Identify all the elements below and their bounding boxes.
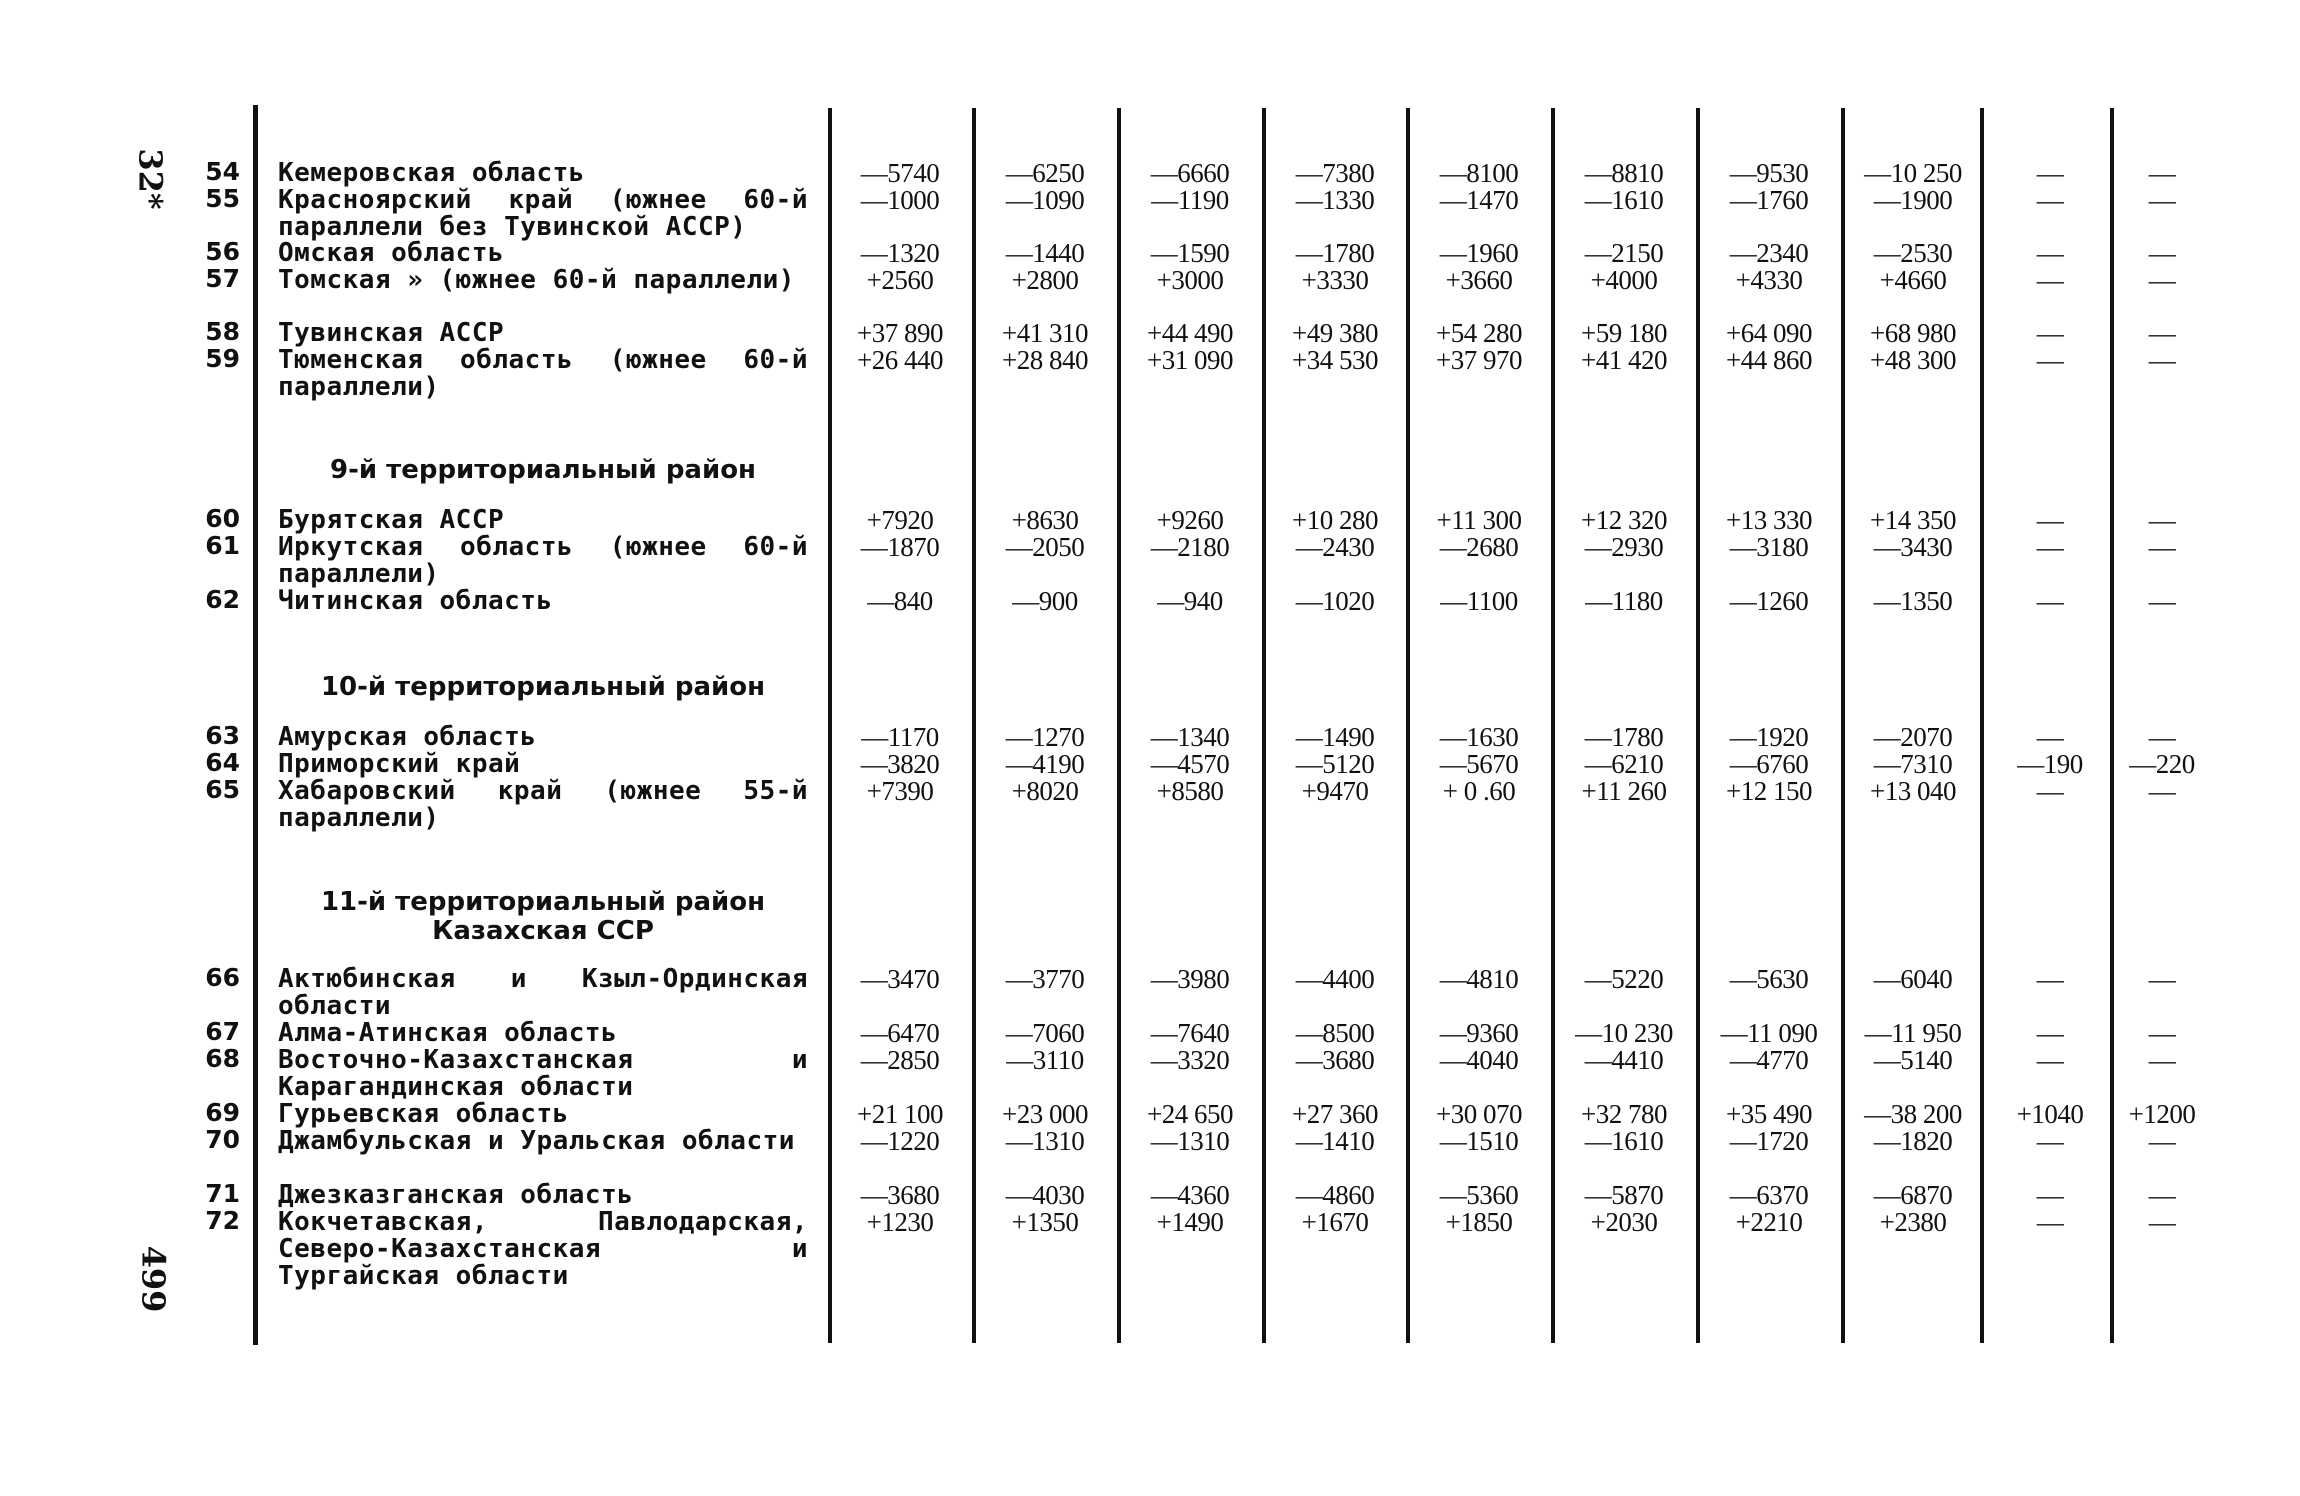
table-cell: —5630: [1729, 964, 1809, 994]
table-cell: —1090: [1005, 185, 1085, 215]
table-cell: —3430: [1873, 532, 1953, 562]
row-number: 54: [205, 157, 240, 186]
table-cell: —7640: [1150, 1018, 1230, 1048]
table-rule: [253, 105, 258, 1345]
table-cell: —8100: [1439, 158, 1519, 188]
row-number: 66: [205, 963, 240, 992]
table-cell: —5360: [1439, 1180, 1519, 1210]
table-cell: —: [2036, 1045, 2064, 1075]
table-cell: —1780: [1295, 238, 1375, 268]
table-cell: +49 380: [1292, 318, 1378, 348]
table-cell: +7920: [866, 505, 934, 535]
region-name: Иркутская область (южнее 60-й параллели): [278, 532, 808, 589]
table-cell: +8630: [1011, 505, 1079, 535]
table-cell: —1920: [1729, 722, 1809, 752]
table-cell: —1170: [861, 722, 939, 752]
table-cell: —3110: [1006, 1045, 1084, 1075]
table-cell: —1220: [860, 1126, 940, 1156]
table-cell: —1630: [1439, 722, 1519, 752]
table-cell: +1490: [1156, 1207, 1224, 1237]
table-cell: +44 490: [1147, 318, 1233, 348]
table-cell: +21 100: [857, 1099, 943, 1129]
table-cell: —3180: [1729, 532, 1809, 562]
section-heading: 9-й территориальный район: [329, 455, 757, 485]
region-name: Бурятская АССР: [278, 505, 505, 535]
table-cell: —: [2036, 345, 2064, 375]
row-number: 63: [205, 721, 240, 750]
table-cell: +41 310: [1002, 318, 1088, 348]
table-cell: +13 330: [1726, 505, 1812, 535]
row-number: 69: [205, 1098, 240, 1127]
table-cell: —7060: [1005, 1018, 1085, 1048]
table-cell: +2030: [1590, 1207, 1658, 1237]
table-cell: —1310: [1005, 1126, 1085, 1156]
table-cell: —: [2148, 238, 2176, 268]
row-number: 71: [205, 1179, 240, 1208]
region-name: Тюменская область (южнее 60-й параллели): [278, 345, 808, 402]
table-cell: —6370: [1729, 1180, 1809, 1210]
table-cell: —: [2148, 1180, 2176, 1210]
table-cell: —1410: [1295, 1126, 1375, 1156]
table-cell: —6040: [1873, 964, 1953, 994]
table-cell: —840: [867, 586, 933, 616]
table-cell: +12 320: [1581, 505, 1667, 535]
table-cell: —: [2148, 1207, 2176, 1237]
table-cell: +68 980: [1870, 318, 1956, 348]
table-cell: +4330: [1735, 265, 1803, 295]
region-name: Кемеровская область: [278, 158, 585, 188]
table-cell: —1020: [1295, 586, 1375, 616]
row-number: 67: [205, 1017, 240, 1046]
table-cell: —: [2148, 345, 2176, 375]
table-cell: —: [2036, 185, 2064, 215]
region-name: Омская область: [278, 238, 505, 268]
table-cell: —6470: [860, 1018, 940, 1048]
table-cell: —1590: [1150, 238, 1230, 268]
table-cell: —1440: [1005, 238, 1085, 268]
table-cell: +2800: [1011, 265, 1079, 295]
table-cell: —2180: [1150, 532, 1230, 562]
table-cell: —1490: [1295, 722, 1375, 752]
table-cell: —8500: [1295, 1018, 1375, 1048]
region-name: Восточно-Казахстанская и Карагандинская области: [278, 1045, 808, 1102]
table-cell: —: [2148, 532, 2176, 562]
table-cell: —1960: [1439, 238, 1519, 268]
table-cell: +12 150: [1726, 776, 1812, 806]
table-cell: —: [2148, 1018, 2176, 1048]
table-cell: +1350: [1011, 1207, 1079, 1237]
table-cell: —4770: [1729, 1045, 1809, 1075]
table-cell: —2340: [1729, 238, 1809, 268]
table-cell: —1350: [1873, 586, 1953, 616]
region-name: Джезказганская область: [278, 1180, 634, 1210]
table-cell: —9360: [1439, 1018, 1519, 1048]
region-name: Джамбульская и Уральская области: [278, 1126, 795, 1156]
region-name: Амурская область: [278, 722, 537, 752]
table-cell: —: [2148, 505, 2176, 535]
table-cell: —190: [2017, 749, 2083, 779]
row-number: 72: [205, 1206, 240, 1235]
table-cell: —: [2148, 964, 2176, 994]
table-cell: +11 260: [1581, 776, 1667, 806]
table-cell: —4190: [1005, 749, 1085, 779]
table-rule: [1551, 108, 1555, 1343]
table-cell: +37 890: [857, 318, 943, 348]
table-cell: + 0 .60: [1442, 776, 1516, 806]
table-cell: —1870: [860, 532, 940, 562]
table-cell: +7390: [866, 776, 934, 806]
table-cell: +32 780: [1581, 1099, 1667, 1129]
table-cell: +8020: [1011, 776, 1079, 806]
region-name: Тувинская АССР: [278, 318, 505, 348]
table-cell: +10 280: [1292, 505, 1378, 535]
table-cell: —3680: [860, 1180, 940, 1210]
table-cell: —1720: [1729, 1126, 1809, 1156]
row-number: 60: [205, 504, 240, 533]
table-cell: +59 180: [1581, 318, 1667, 348]
side-page-number: 499: [134, 1245, 173, 1313]
row-number: 62: [205, 585, 240, 614]
table-cell: —900: [1012, 586, 1078, 616]
table-rule: [1262, 108, 1266, 1343]
side-mark-top: 32*: [131, 148, 170, 210]
table-cell: +35 490: [1726, 1099, 1812, 1129]
table-cell: +1850: [1445, 1207, 1513, 1237]
table-cell: —1190: [1151, 185, 1229, 215]
table-cell: —: [2036, 776, 2064, 806]
table-cell: +8580: [1156, 776, 1224, 806]
table-cell: +37 970: [1436, 345, 1522, 375]
table-cell: —1820: [1873, 1126, 1953, 1156]
table-cell: +64 090: [1726, 318, 1812, 348]
table-cell: —: [2036, 158, 2064, 188]
table-cell: —7310: [1873, 749, 1953, 779]
table-cell: —3320: [1150, 1045, 1230, 1075]
table-cell: —2050: [1005, 532, 1085, 562]
region-name: Актюбинская и Кзыл-Ординская области: [278, 964, 808, 1021]
table-cell: —2930: [1584, 532, 1664, 562]
table-cell: —1330: [1295, 185, 1375, 215]
table-cell: +4660: [1879, 265, 1947, 295]
table-cell: —: [2036, 505, 2064, 535]
row-number: 59: [205, 344, 240, 373]
table-cell: +9470: [1301, 776, 1369, 806]
section-heading: 10-й территориальный район: [320, 672, 766, 702]
table-cell: —6870: [1873, 1180, 1953, 1210]
table-cell: —: [2036, 238, 2064, 268]
table-cell: —1180: [1585, 586, 1663, 616]
table-cell: —4570: [1150, 749, 1230, 779]
table-cell: —: [2148, 265, 2176, 295]
table-cell: —: [2148, 586, 2176, 616]
table-cell: +3330: [1301, 265, 1369, 295]
table-cell: —: [2036, 1126, 2064, 1156]
table-cell: +27 360: [1292, 1099, 1378, 1129]
table-cell: —1760: [1729, 185, 1809, 215]
table-cell: —1510: [1439, 1126, 1519, 1156]
table-cell: —6760: [1729, 749, 1809, 779]
table-cell: —2150: [1584, 238, 1664, 268]
table-cell: —: [2036, 964, 2064, 994]
region-name: Томская » (южнее 60-й параллели): [278, 265, 795, 295]
table-cell: +28 840: [1002, 345, 1088, 375]
table-cell: —1320: [860, 238, 940, 268]
table-cell: —: [2036, 1207, 2064, 1237]
region-name: Читинская область: [278, 586, 553, 616]
table-cell: —: [2148, 1126, 2176, 1156]
table-cell: +4000: [1590, 265, 1658, 295]
table-cell: +1200: [2128, 1099, 2196, 1129]
region-name: Гурьевская область: [278, 1099, 569, 1129]
table-cell: —5870: [1584, 1180, 1664, 1210]
region-name: Приморский край: [278, 749, 521, 779]
table-cell: —: [2036, 1018, 2064, 1048]
table-rule: [1696, 108, 1700, 1343]
table-cell: —: [2148, 722, 2176, 752]
table-cell: —8810: [1584, 158, 1664, 188]
table-cell: —4810: [1439, 964, 1519, 994]
table-rule: [828, 108, 832, 1343]
table-cell: +54 280: [1436, 318, 1522, 348]
table-cell: +24 650: [1147, 1099, 1233, 1129]
table-cell: —1260: [1729, 586, 1809, 616]
table-cell: —4410: [1584, 1045, 1664, 1075]
table-cell: —5670: [1439, 749, 1519, 779]
table-cell: —4400: [1295, 964, 1375, 994]
table-cell: +30 070: [1436, 1099, 1522, 1129]
table-cell: —5220: [1584, 964, 1664, 994]
table-cell: +1040: [2016, 1099, 2084, 1129]
table-cell: —: [2148, 1045, 2176, 1075]
table-cell: —1780: [1584, 722, 1664, 752]
table-cell: —3820: [860, 749, 940, 779]
table-cell: —3680: [1295, 1045, 1375, 1075]
table-cell: +34 530: [1292, 345, 1378, 375]
table-cell: —2530: [1873, 238, 1953, 268]
table-cell: —1310: [1150, 1126, 1230, 1156]
table-cell: —7380: [1295, 158, 1375, 188]
table-cell: —220: [2129, 749, 2195, 779]
table-cell: —4360: [1150, 1180, 1230, 1210]
region-name: Красноярский край (южнее 60-й параллели без Тувинской АССР): [278, 185, 808, 242]
table-cell: +11 300: [1436, 505, 1522, 535]
table-cell: —4030: [1005, 1180, 1085, 1210]
table-cell: —: [2148, 185, 2176, 215]
row-number: 70: [205, 1125, 240, 1154]
table-cell: —6250: [1005, 158, 1085, 188]
table-cell: +1670: [1301, 1207, 1369, 1237]
section-heading: Казахская ССР: [432, 916, 654, 946]
table-cell: —6210: [1584, 749, 1664, 779]
table-cell: +9260: [1156, 505, 1224, 535]
table-cell: —5740: [860, 158, 940, 188]
table-cell: —4040: [1439, 1045, 1519, 1075]
table-cell: —3770: [1005, 964, 1085, 994]
table-cell: +13 040: [1870, 776, 1956, 806]
table-rule: [1980, 108, 1984, 1343]
table-cell: —1270: [1005, 722, 1085, 752]
table-rule: [1841, 108, 1845, 1343]
table-cell: +14 350: [1870, 505, 1956, 535]
table-cell: —38 200: [1864, 1099, 1962, 1129]
row-number: 65: [205, 775, 240, 804]
table-cell: +1230: [866, 1207, 934, 1237]
table-cell: —10 230: [1575, 1018, 1673, 1048]
table-cell: —: [2036, 318, 2064, 348]
table-cell: —: [2148, 318, 2176, 348]
table-cell: +2380: [1879, 1207, 1947, 1237]
row-number: 57: [205, 264, 240, 293]
table-cell: +2560: [866, 265, 934, 295]
table-cell: —1470: [1439, 185, 1519, 215]
table-cell: +3000: [1156, 265, 1224, 295]
table-cell: —11 090: [1720, 1018, 1818, 1048]
table-cell: —1900: [1873, 185, 1953, 215]
table-cell: —2430: [1295, 532, 1375, 562]
table-cell: —940: [1157, 586, 1223, 616]
table-cell: —: [2036, 586, 2064, 616]
table-cell: +26 440: [857, 345, 943, 375]
table-cell: —1100: [1440, 586, 1518, 616]
row-number: 55: [205, 184, 240, 213]
table-cell: —: [2036, 1180, 2064, 1210]
table-cell: +2210: [1735, 1207, 1803, 1237]
table-cell: +3660: [1445, 265, 1513, 295]
table-cell: —1000: [860, 185, 940, 215]
table-cell: —6660: [1150, 158, 1230, 188]
table-cell: —5140: [1873, 1045, 1953, 1075]
table-cell: —: [2148, 158, 2176, 188]
table-cell: +23 000: [1002, 1099, 1088, 1129]
table-cell: —9530: [1729, 158, 1809, 188]
table-cell: +41 420: [1581, 345, 1667, 375]
table-cell: —2680: [1439, 532, 1519, 562]
table-cell: —1610: [1584, 1126, 1664, 1156]
table-cell: —: [2036, 722, 2064, 752]
row-number: 61: [205, 531, 240, 560]
table-cell: —1340: [1150, 722, 1230, 752]
table-cell: —: [2036, 532, 2064, 562]
table-cell: +31 090: [1147, 345, 1233, 375]
region-name: Хабаровский край (южнее 55-й параллели): [278, 776, 808, 833]
table-cell: —2850: [860, 1045, 940, 1075]
row-number: 68: [205, 1044, 240, 1073]
region-name: Кокчетавская, Павлодарская, Северо-Казахстанская и Тургайская области: [278, 1207, 808, 1291]
table-cell: —1610: [1584, 185, 1664, 215]
table-cell: —3470: [860, 964, 940, 994]
table-cell: +44 860: [1726, 345, 1812, 375]
section-heading: 11-й территориальный район: [320, 887, 766, 917]
table-cell: —4860: [1295, 1180, 1375, 1210]
table-cell: —11 950: [1864, 1018, 1962, 1048]
table-rule: [1406, 108, 1410, 1343]
table-cell: —: [2148, 776, 2176, 806]
row-number: 58: [205, 317, 240, 346]
table-cell: +48 300: [1870, 345, 1956, 375]
row-number: 56: [205, 237, 240, 266]
table-cell: —5120: [1295, 749, 1375, 779]
table-cell: —: [2036, 265, 2064, 295]
row-number: 64: [205, 748, 240, 777]
table-cell: —3980: [1150, 964, 1230, 994]
table-cell: —2070: [1873, 722, 1953, 752]
table-rule: [972, 108, 976, 1343]
region-name: Алма-Атинская область: [278, 1018, 618, 1048]
table-cell: —10 250: [1864, 158, 1962, 188]
table-rule: [1117, 108, 1121, 1343]
